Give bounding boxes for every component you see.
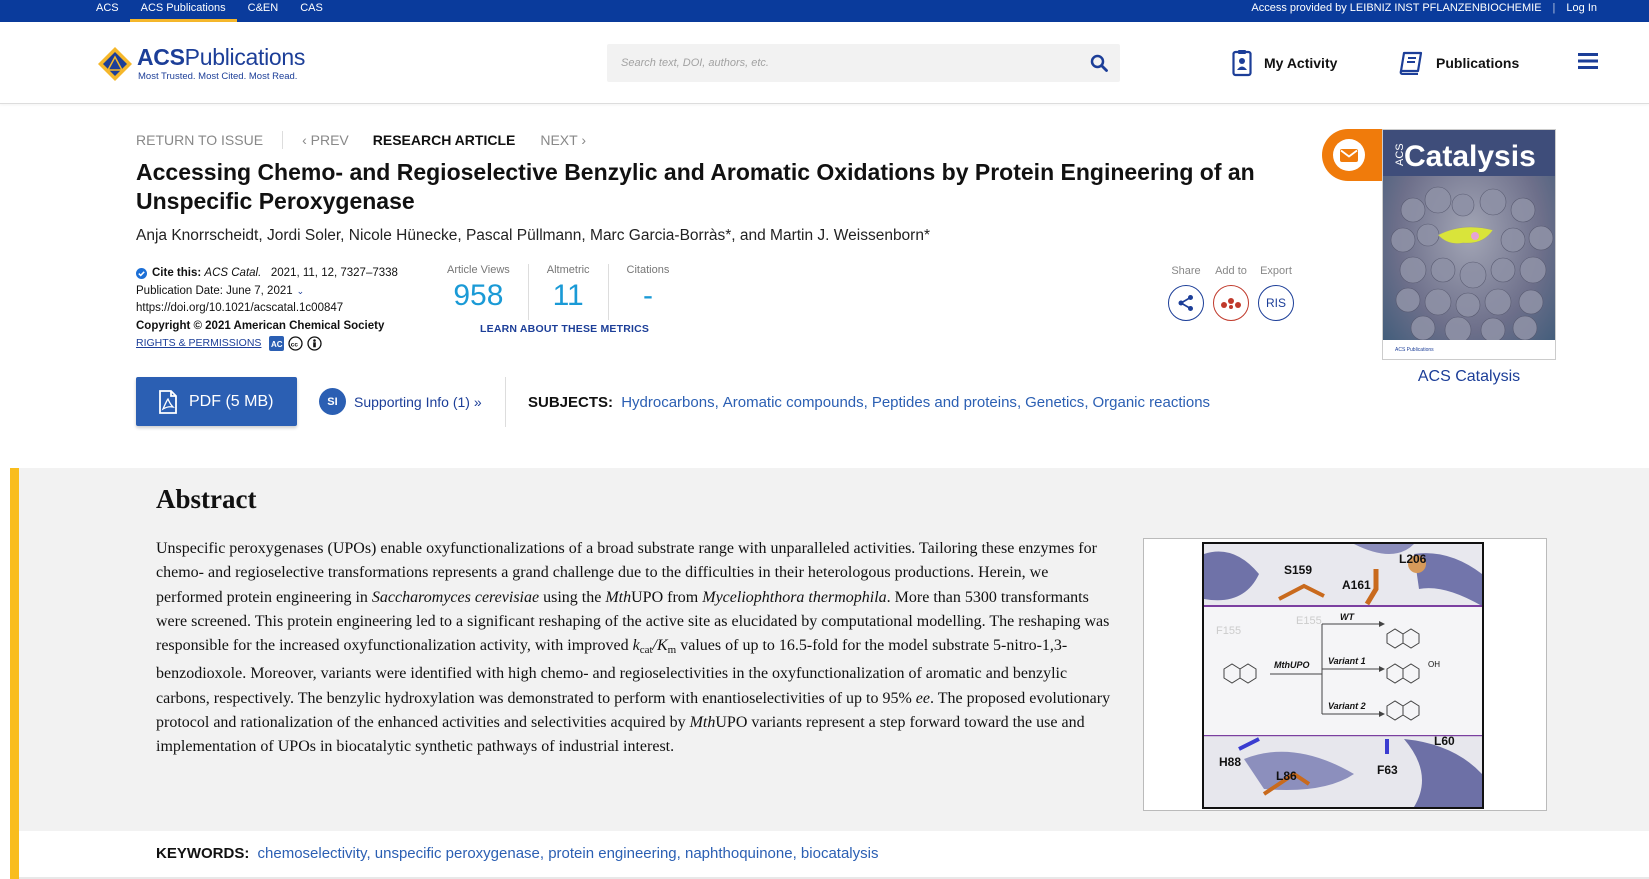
toc-residue-label: H88 xyxy=(1219,755,1242,769)
metric-views xyxy=(447,264,529,320)
citation-block xyxy=(136,265,398,353)
toc-graphic[interactable] xyxy=(1143,538,1547,811)
search-icon[interactable] xyxy=(1090,54,1108,72)
prev-link[interactable]: ‹ PREV xyxy=(302,132,349,148)
toc-residue-label: E155 xyxy=(1296,615,1322,627)
toc-graphic-frame xyxy=(1202,542,1484,809)
subjects-list: SUBJECTS: Hydrocarbons, Aromatic compounds, Peptides and proteins, Genetics, Organic reactions xyxy=(528,394,1211,411)
rights-row xyxy=(136,335,398,353)
email-icon-wrap xyxy=(1333,139,1365,171)
publications-button[interactable] xyxy=(1398,48,1519,78)
share-button[interactable] xyxy=(1168,285,1204,321)
top-bar xyxy=(0,0,1649,22)
toc-residue-label: F63 xyxy=(1377,763,1398,777)
abstract-text: Unspecific peroxygenases (UPOs) enable oxyfunctionalizations of a broad substrate range with unparalleled activities. Tailoring these enzymes for chemo- and regioselective transformations represents a grand challenge due to the difficulties in their heterologous productions. Herein, we performed protein engineering in Saccharomyces cerevisiae using the MthUPO from Myceliophthora thermophila. More than 5300 transformants were screened. This protein engineering led to a significant reshaping of the active site as elucidated by computational modelling. The reshaping was responsible for the increased oxyfunctionalization activity, with improved $k_{cat}/K_m$ values of up to 16.5-fold for the model substrate 5-nitro-1,3-benzodioxole. Moreover, variants were identified with high chemo- and regioselectivities in the oxyfunctionalization of aromatic and benzylic carbons, respectively. The benzylic hydroxylation was demonstrated to perform with enantioselectivities of up to 95% ee. The proposed evolutionary protocol and rationalization of the enhanced activities and selectivities acquired by MthUPO variants represent a step forward toward the use and implementation of UPOs in biocatalytic synthetic pathways of industrial interest. xyxy=(156,540,1111,756)
author-choice-icon[interactable] xyxy=(269,336,284,351)
svg-text:cc: cc xyxy=(291,341,299,349)
book-icon xyxy=(1398,51,1424,75)
logo-tagline: Most Trusted. Most Cited. Most Read. xyxy=(138,71,298,82)
export-ris-button[interactable] xyxy=(1258,285,1294,321)
pdf-label: PDF (5 MB) xyxy=(189,392,274,410)
top-nav xyxy=(96,0,334,22)
toc-residue-label: L60 xyxy=(1434,734,1455,748)
cover-acs-text: ACS xyxy=(1394,143,1406,166)
citations-value: - xyxy=(642,279,653,312)
top-link-acs-publications[interactable]: ACS Publications xyxy=(130,0,237,22)
metric-citations xyxy=(609,264,688,320)
share-label: Share xyxy=(1171,265,1201,277)
journal-cover-image[interactable] xyxy=(1382,129,1556,360)
subject-link[interactable]: Peptides and proteins xyxy=(871,394,1017,411)
chevron-down-icon: ⌄ xyxy=(296,285,305,296)
share-action xyxy=(1168,265,1204,321)
subject-link[interactable]: Hydrocarbons xyxy=(621,394,715,411)
article-actions xyxy=(1168,265,1294,321)
toc-residue-label: S159 xyxy=(1284,563,1313,577)
toc-variant1-label: Variant 1 xyxy=(1328,656,1366,666)
add-to-button[interactable] xyxy=(1213,285,1249,321)
access-provided-text: Access provided by LEIBNIZ INST PFLANZENBIOCHEMIE xyxy=(1251,2,1542,14)
supporting-info-label: Supporting Info (1) » xyxy=(354,393,482,410)
altmetric-label: Altmetric xyxy=(546,264,590,276)
toc-wt-label: WT xyxy=(1340,612,1354,622)
doi-link[interactable]: https://doi.org/10.1021/acscatal.1c00847 xyxy=(136,302,344,314)
toc-oh-label: OH xyxy=(1428,660,1440,669)
keywords xyxy=(156,845,878,862)
separator: | xyxy=(1552,2,1556,14)
search-input[interactable] xyxy=(621,44,1061,82)
article-authors[interactable]: Anja Knorrscheidt, Jordi Soler, Nicole Hünecke, Pascal Püllmann, Marc Garcia-Borràs*, and Martin J. Weissenborn* xyxy=(136,227,930,244)
subjects-label: SUBJECTS: xyxy=(528,394,614,411)
article-metrics xyxy=(447,264,687,320)
si-badge-icon: SI xyxy=(319,388,346,415)
site-header xyxy=(0,22,1649,104)
copyright-text: Copyright © 2021 American Chemical Society xyxy=(136,319,385,332)
envelope-icon xyxy=(1339,148,1359,163)
article-navigation xyxy=(136,131,586,149)
metric-altmetric[interactable] xyxy=(529,264,609,320)
toc-graphic-art xyxy=(1204,544,1482,807)
ris-label: RIS xyxy=(1265,296,1286,310)
toc-residue-label: L86 xyxy=(1276,769,1297,783)
keywords-list[interactable]: chemoselectivity, unspecific peroxygenase, protein engineering, naphthoquinone, biocatalysis xyxy=(257,845,879,862)
cite-this-row[interactable]: Cite this: ACS Catal. 2021, 11, 12, 7327–7338 xyxy=(136,265,398,283)
my-activity-button[interactable] xyxy=(1232,48,1337,78)
toc-enzyme-label: MthUPO xyxy=(1274,660,1310,670)
views-value: 958 xyxy=(453,279,504,312)
learn-about-metrics-link[interactable]: LEARN ABOUT THESE METRICS xyxy=(480,323,650,335)
subject-link[interactable]: Genetics xyxy=(1025,394,1085,411)
toc-residue-label: L206 xyxy=(1399,552,1427,566)
publications-label: Publications xyxy=(1436,55,1520,71)
subject-link[interactable]: Aromatic compounds xyxy=(722,394,864,411)
toc-residue-label: A161 xyxy=(1342,578,1371,592)
publication-date[interactable]: Publication Date: June 7, 2021 ⌄ xyxy=(136,283,398,301)
toc-variant2-label: Variant 2 xyxy=(1328,701,1366,711)
top-link-acs[interactable]: ACS xyxy=(96,2,119,14)
journal-cover-art xyxy=(1383,130,1556,360)
keywords-label: KEYWORDS: xyxy=(156,845,250,862)
top-link-cas[interactable]: CAS xyxy=(300,2,323,14)
attribution-icon[interactable] xyxy=(307,336,322,351)
logo-wordmark: ACSPublications xyxy=(137,44,306,70)
article-type: RESEARCH ARTICLE xyxy=(372,132,516,148)
acs-hexagon-logo-icon xyxy=(96,45,134,83)
nav-divider xyxy=(282,131,283,149)
chevron-right-icon: › xyxy=(577,132,587,148)
subject-link[interactable]: Organic reactions xyxy=(1092,394,1211,411)
check-circle-icon xyxy=(136,268,147,279)
toc-residue-label: F155 xyxy=(1216,625,1242,637)
add-to-action xyxy=(1213,265,1249,321)
chevron-left-icon: ‹ xyxy=(302,132,311,148)
acs-publications-logo[interactable] xyxy=(96,45,316,83)
citations-label: Citations xyxy=(626,264,670,276)
add-to-label: Add to xyxy=(1215,265,1247,277)
top-link-cen[interactable]: C&EN xyxy=(247,2,279,14)
mendeley-icon xyxy=(1220,295,1242,311)
creative-commons-icon[interactable] xyxy=(288,336,303,351)
share-icon xyxy=(1177,294,1195,312)
rights-permissions-link[interactable]: RIGHTS & PERMISSIONS xyxy=(136,337,262,349)
abstract-heading: Abstract xyxy=(156,484,257,514)
altmetric-value: 11 xyxy=(552,279,584,312)
cover-title-text: Catalysis xyxy=(1404,140,1536,173)
svg-text:AC: AC xyxy=(271,340,283,350)
accent-strip xyxy=(10,468,19,879)
top-right xyxy=(1251,0,1597,22)
pdf-download-button[interactable] xyxy=(136,377,297,426)
email-alert-button[interactable] xyxy=(1322,129,1382,181)
views-label: Article Views xyxy=(447,264,510,276)
supporting-info-link[interactable] xyxy=(319,388,482,415)
my-activity-label: My Activity xyxy=(1264,55,1338,71)
export-action xyxy=(1258,265,1294,321)
hamburger-menu-icon[interactable] xyxy=(1578,52,1598,70)
login-link[interactable]: Log In xyxy=(1566,2,1597,14)
pdf-file-icon xyxy=(158,390,178,414)
article-title: Accessing Chemo- and Regioselective Benzylic and Aromatic Oxidations by Protein Engineering of an Unspecific Peroxygenase xyxy=(136,159,1255,214)
next-link[interactable]: NEXT › xyxy=(540,132,587,148)
cover-brand-text: ACS Publications xyxy=(1395,347,1434,353)
search-box xyxy=(607,44,1120,82)
export-label: Export xyxy=(1260,265,1292,277)
clipboard-user-icon xyxy=(1232,49,1252,77)
vertical-divider xyxy=(505,377,506,427)
return-to-issue-link[interactable]: RETURN TO ISSUE xyxy=(136,132,264,148)
journal-cover-caption[interactable]: ACS Catalysis xyxy=(1417,368,1521,385)
